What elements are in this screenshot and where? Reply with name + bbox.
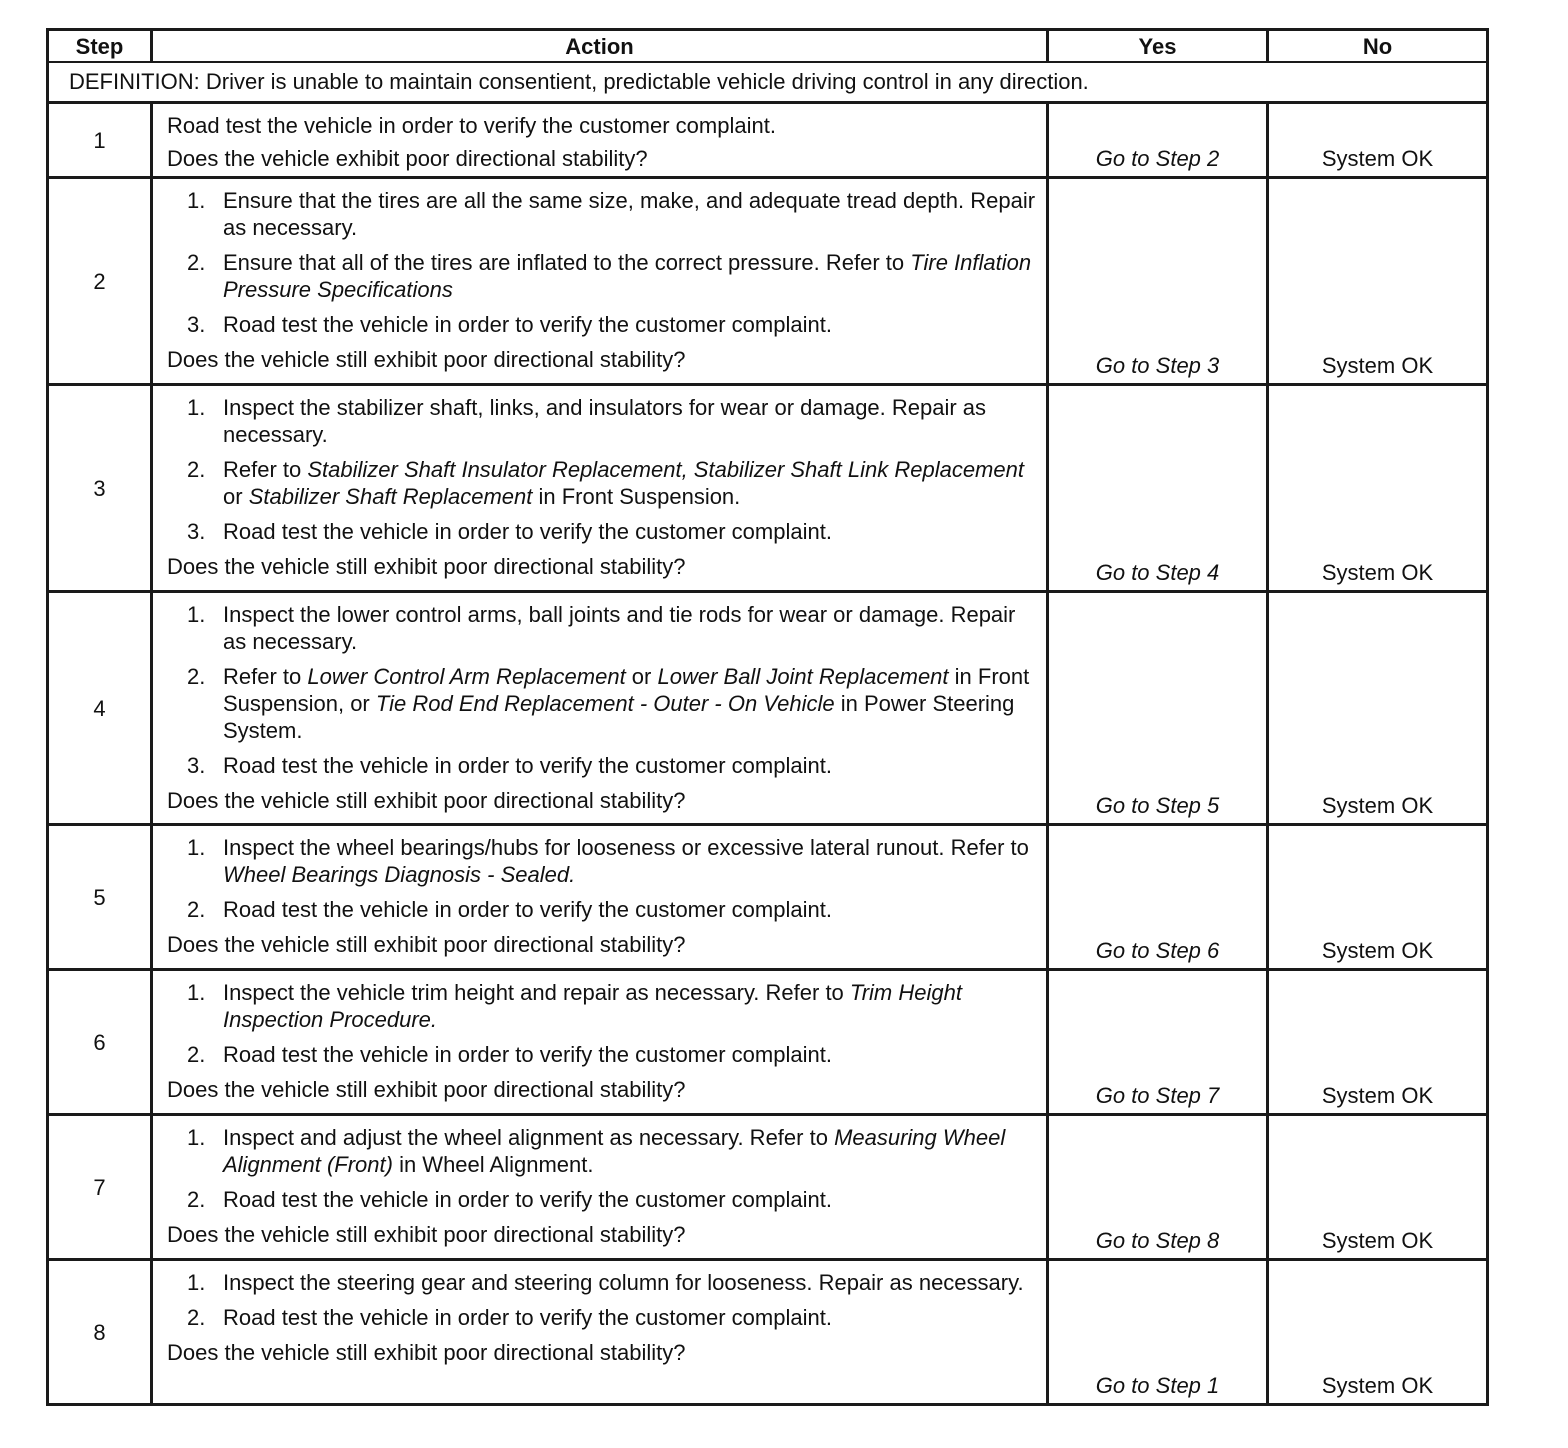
action-cell: [152, 592, 1048, 825]
list-item: 1. Inspect the steering gear and steering column for looseness. Repair as necessary.: [187, 1270, 1024, 1295]
yes-result: Go to Step 6: [1048, 825, 1268, 970]
question-text: Does the vehicle still exhibit poor directional stability?: [167, 554, 686, 579]
no-result: System OK: [1268, 1260, 1488, 1405]
list-item: 2. Road test the vehicle in order to verify the customer complaint.: [187, 897, 832, 922]
sub-step-list: [167, 601, 1038, 779]
step-number: 5: [48, 825, 152, 970]
question-text: Does the vehicle still exhibit poor directional stability?: [167, 932, 686, 957]
table-row: [48, 825, 1488, 970]
list-item: 1. Inspect the stabilizer shaft, links, and insulators for wear or damage. Repair as necessary.: [187, 395, 987, 447]
yes-result: Go to Step 2: [1048, 103, 1268, 178]
yes-result: Go to Step 4: [1048, 385, 1268, 592]
list-item: 2. Road test the vehicle in order to verify the customer complaint.: [187, 1042, 832, 1067]
yes-result: Go to Step 5: [1048, 592, 1268, 825]
header-action: Action: [152, 30, 1048, 63]
yes-result: Go to Step 1: [1048, 1260, 1268, 1405]
table-row: [48, 103, 1488, 178]
step-number: 1: [48, 103, 152, 178]
table-row: [48, 970, 1488, 1115]
no-result: System OK: [1268, 385, 1488, 592]
table-row: [48, 1260, 1488, 1405]
action-text: Road test the vehicle in order to verify the customer complaint.: [167, 113, 776, 138]
list-item: 3. Road test the vehicle in order to verify the customer complaint.: [187, 519, 832, 544]
list-item: 1. Inspect and adjust the wheel alignment as necessary. Refer to Measuring Wheel Alignment (Front) in Wheel Alignment.: [187, 1125, 1006, 1177]
definition-text: DEFINITION: Driver is unable to maintain consentient, predictable vehicle driving control in any direction.: [48, 62, 1488, 103]
list-item: 2. Road test the vehicle in order to verify the customer complaint.: [187, 1187, 832, 1212]
reference-link: Wheel Bearings Diagnosis - Sealed.: [223, 862, 576, 887]
action-cell: [152, 1260, 1048, 1405]
yes-result: Go to Step 3: [1048, 178, 1268, 385]
step-number: 2: [48, 178, 152, 385]
table-row: [48, 385, 1488, 592]
list-item: 2. Ensure that all of the tires are inflated to the correct pressure. Refer to Tire Inflation Pressure Specifications: [187, 250, 1032, 302]
no-result: System OK: [1268, 970, 1488, 1115]
reference-link: Stabilizer Shaft Insulator Replacement, Stabilizer Shaft Link Replacement: [307, 457, 1024, 482]
yes-result: Go to Step 7: [1048, 970, 1268, 1115]
question-text: Does the vehicle exhibit poor directional stability?: [167, 146, 648, 171]
action-cell: [152, 825, 1048, 970]
action-cell: [152, 970, 1048, 1115]
table-row: [48, 1115, 1488, 1260]
question-text: Does the vehicle still exhibit poor directional stability?: [167, 1077, 686, 1102]
no-result: System OK: [1268, 592, 1488, 825]
question-text: Does the vehicle still exhibit poor directional stability?: [167, 1340, 686, 1365]
list-item: 1. Ensure that the tires are all the same size, make, and adequate tread depth. Repair as necessary.: [187, 188, 1036, 240]
action-cell: [152, 1115, 1048, 1260]
table-row: [48, 592, 1488, 825]
step-number: 6: [48, 970, 152, 1115]
header-yes: Yes: [1048, 30, 1268, 63]
question-text: Does the vehicle still exhibit poor directional stability?: [167, 1222, 686, 1247]
no-result: System OK: [1268, 103, 1488, 178]
list-item: 1. Inspect the vehicle trim height and repair as necessary. Refer to Trim Height Inspection Procedure.: [187, 980, 962, 1032]
reference-link: Lower Control Arm Replacement: [307, 664, 626, 689]
table-row: [48, 178, 1488, 385]
diagnostic-table: [46, 28, 1489, 1406]
sub-step-list: [167, 834, 1038, 923]
sub-step-list: [167, 1269, 1038, 1331]
reference-link: Stabilizer Shaft Replacement: [248, 484, 533, 509]
definition-row: [48, 62, 1488, 103]
reference-link: Trim Height Inspection Procedure.: [223, 980, 962, 1032]
list-item: 2. Road test the vehicle in order to verify the customer complaint.: [187, 1305, 832, 1330]
list-item: 2. Refer to Stabilizer Shaft Insulator Replacement, Stabilizer Shaft Link Replacement or Stabilizer Shaft Replacement in Front Suspension.: [187, 457, 1024, 509]
step-number: 3: [48, 385, 152, 592]
question-text: Does the vehicle still exhibit poor directional stability?: [167, 347, 686, 372]
no-result: System OK: [1268, 825, 1488, 970]
action-cell: [152, 178, 1048, 385]
action-cell: [152, 385, 1048, 592]
reference-link: Tire Inflation Pressure Specifications: [223, 250, 1032, 302]
question-text: Does the vehicle still exhibit poor directional stability?: [167, 788, 686, 813]
step-number: 4: [48, 592, 152, 825]
sub-step-list: [167, 187, 1038, 338]
sub-step-list: [167, 979, 1038, 1068]
list-item: 1. Inspect the wheel bearings/hubs for looseness or excessive lateral runout. Refer to Wheel Bearings Diagnosis - Sealed.: [187, 835, 1029, 887]
sub-step-list: [167, 394, 1038, 545]
list-item: 1. Inspect the lower control arms, ball joints and tie rods for wear or damage. Repair as necessary.: [187, 602, 1016, 654]
reference-link: Measuring Wheel Alignment (Front): [223, 1125, 1006, 1177]
list-item: 2. Refer to Lower Control Arm Replacement or Lower Ball Joint Replacement in Front Suspension, or Tie Rod End Replacement - Outer - On Vehicle in Power Steering System.: [187, 664, 1030, 743]
header-row: [48, 30, 1488, 63]
list-item: 3. Road test the vehicle in order to verify the customer complaint.: [187, 312, 832, 337]
no-result: System OK: [1268, 178, 1488, 385]
reference-link: Lower Ball Joint Replacement: [657, 664, 949, 689]
yes-result: Go to Step 8: [1048, 1115, 1268, 1260]
step-number: 7: [48, 1115, 152, 1260]
list-item: 3. Road test the vehicle in order to verify the customer complaint.: [187, 753, 832, 778]
step-number: 8: [48, 1260, 152, 1405]
reference-link: Tie Rod End Replacement - Outer - On Vehicle: [375, 691, 835, 716]
no-result: System OK: [1268, 1115, 1488, 1260]
sub-step-list: [167, 1124, 1038, 1213]
header-step: Step: [48, 30, 152, 63]
header-no: No: [1268, 30, 1488, 63]
action-cell: [152, 103, 1048, 178]
